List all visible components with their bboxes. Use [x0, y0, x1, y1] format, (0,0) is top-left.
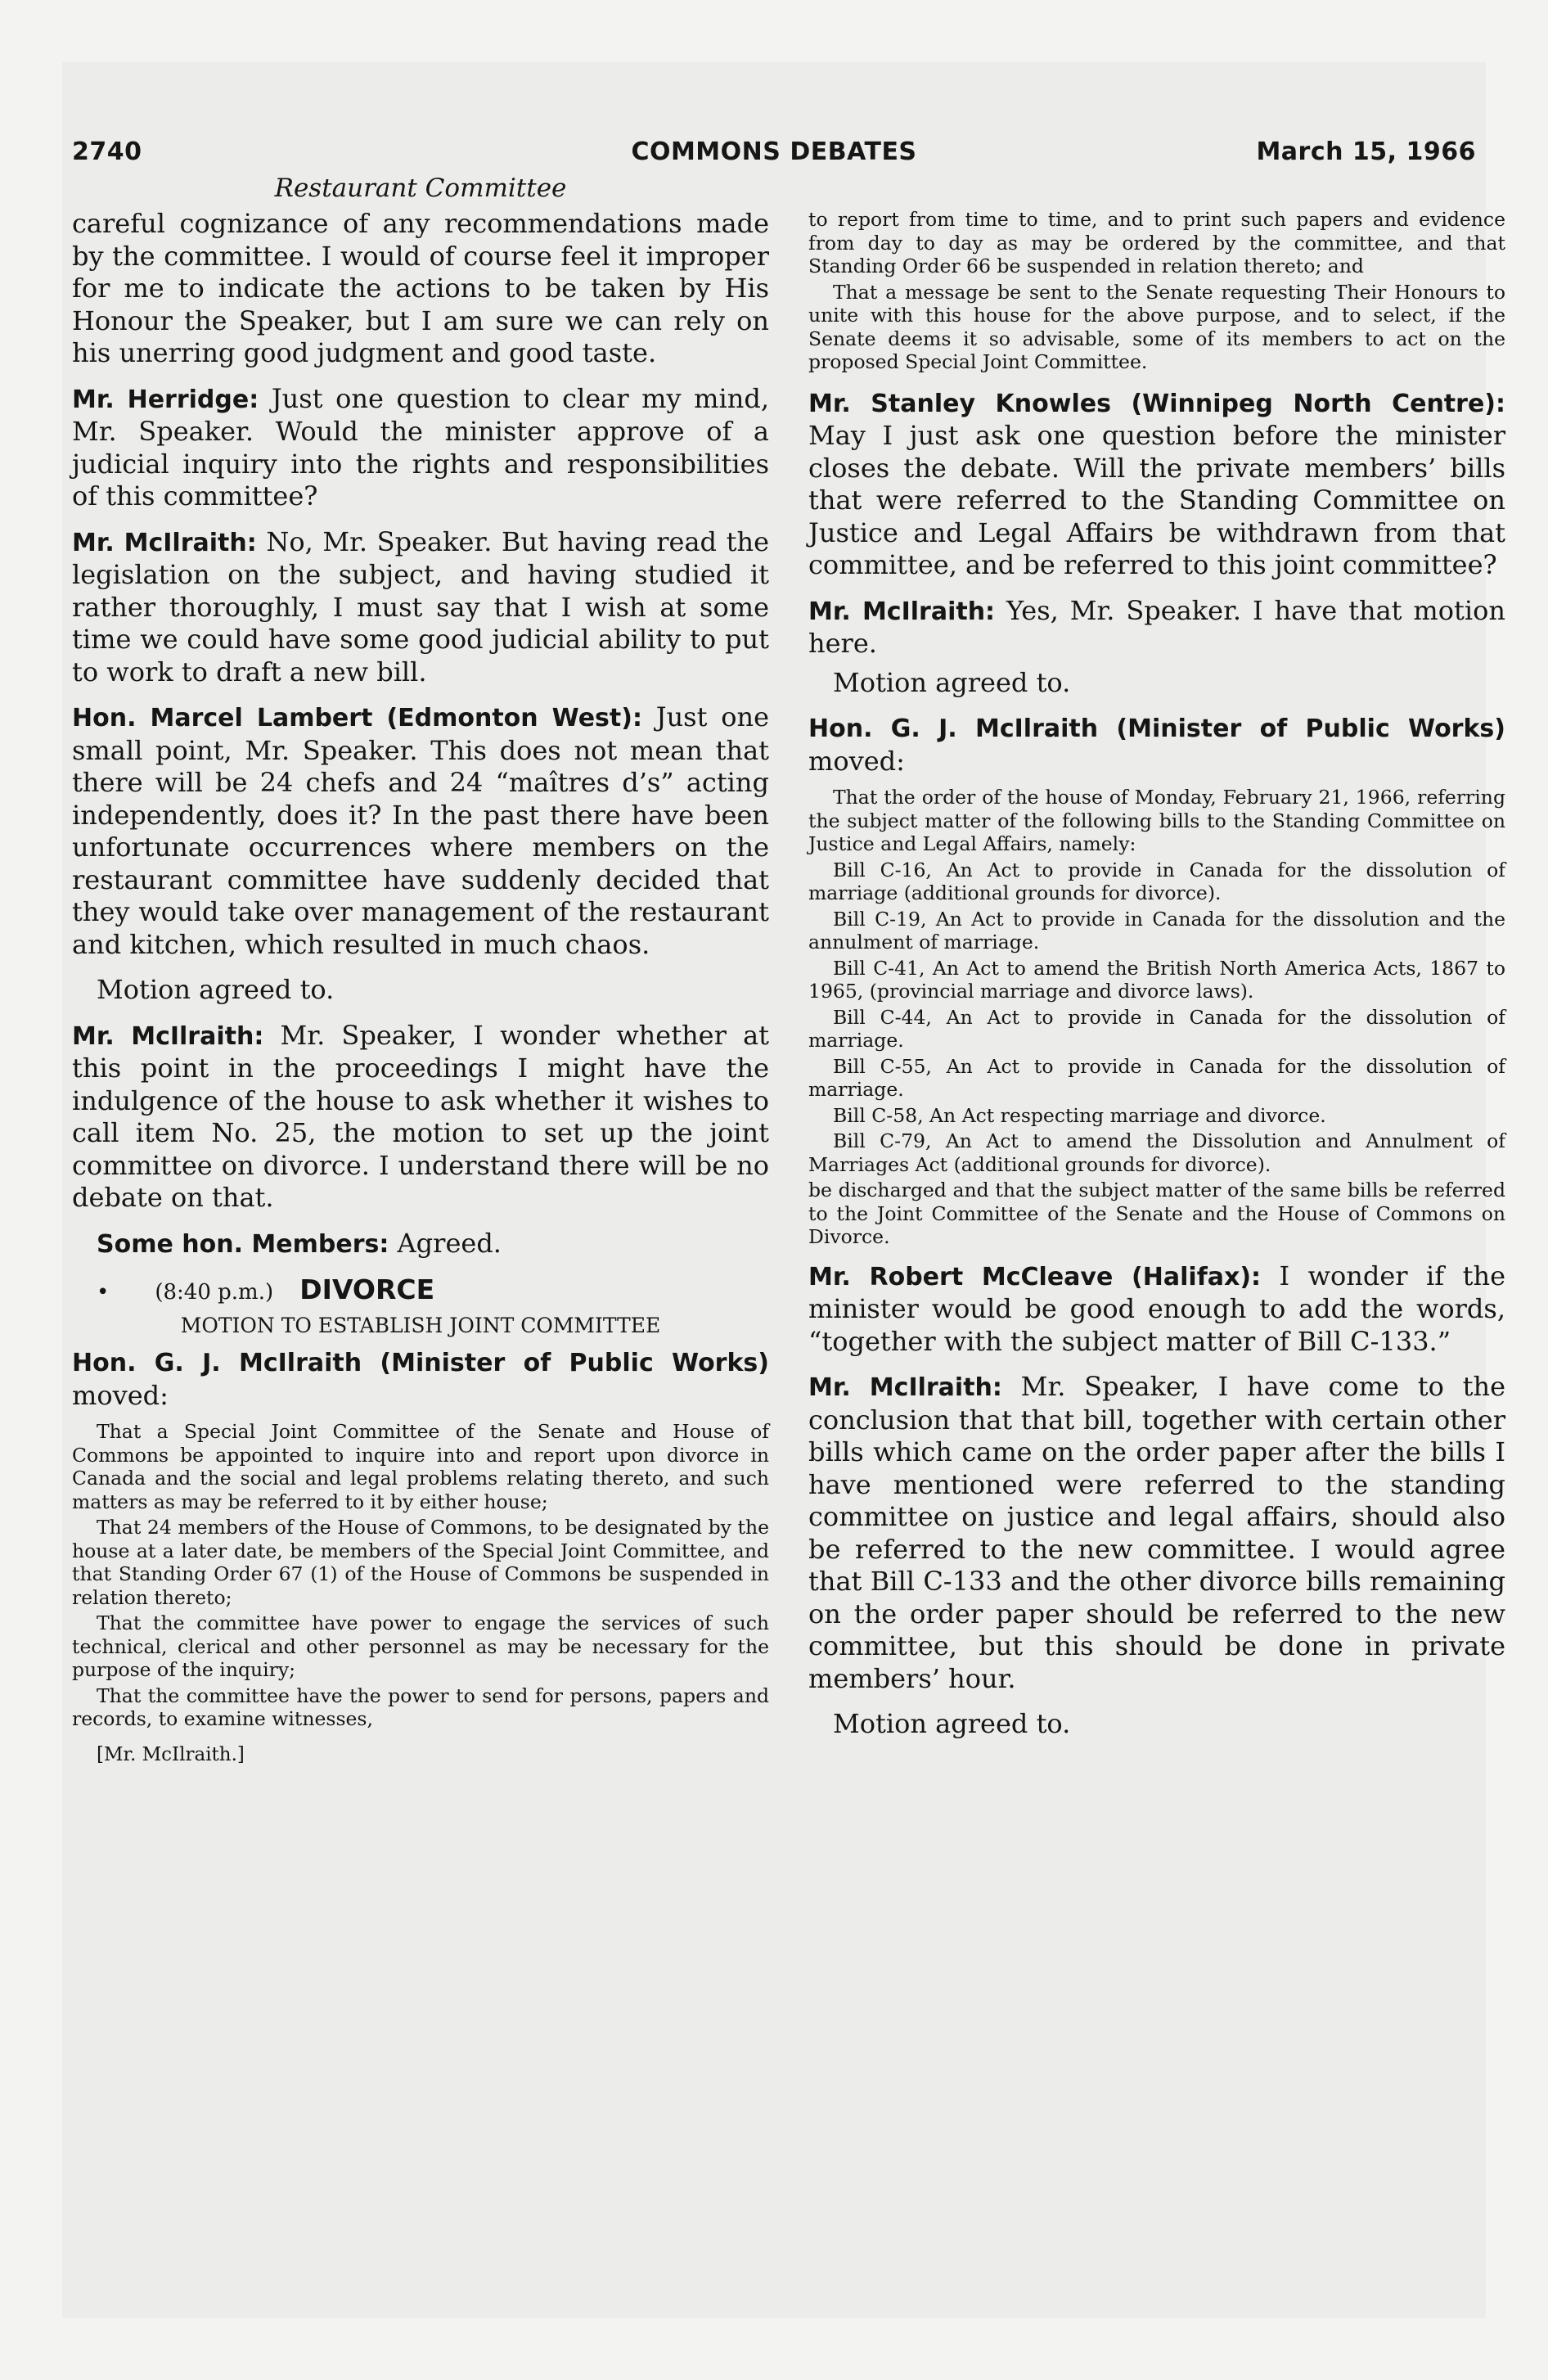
- section-subject: Restaurant Committee: [274, 174, 567, 203]
- speech-text: Agreed.: [397, 1227, 502, 1259]
- speech: [72, 1228, 769, 1261]
- speech: [808, 1371, 1505, 1695]
- speaker-name: Mr. McIlraith:: [72, 1021, 264, 1051]
- bullet-icon: •: [97, 1280, 110, 1305]
- speaker-name: Hon. Marcel Lambert (Edmonton West):: [72, 704, 642, 732]
- bill-item: Bill C-41, An Act to amend the British North America Acts, 1867 to 1965, (provincial marriage and divorce laws).: [808, 956, 1505, 1003]
- page-number: 2740: [72, 137, 142, 166]
- speaker-name: Some hon. Members:: [97, 1229, 389, 1259]
- page-header: [72, 137, 1476, 170]
- speech: [72, 1020, 769, 1215]
- speaker-name: Hon. G. J. McIlraith (Minister of Public Works): [72, 1349, 769, 1377]
- speaker-name: Hon. G. J. McIlraith (Minister of Public Works): [808, 714, 1505, 743]
- speaker-name: Mr. McIlraith:: [808, 1373, 1002, 1402]
- motion-result: Motion agreed to.: [97, 974, 335, 1005]
- publication-title: COMMONS DEBATES: [631, 137, 917, 166]
- speech-text: Just one question to clear my mind, Mr. Speaker. Would the minister approve of a judicial inquiry into the rights and responsibilities of this committee?: [72, 382, 770, 512]
- paragraph: careful cognizance of any recommendations made by the committee. I would of course feel it improper for me to indicate the actions to be taken by His Honour the Speaker, but I am sure we can rely on his unerring good judgment and good taste.: [72, 208, 769, 368]
- bill-item: Bill C-58, An Act respecting marriage and divorce.: [833, 1103, 1326, 1127]
- speech-text: May I just ask one question before the minister closes the debate. Will the private members’ bills that were referred to the Standing Committee on Justice and Legal Affairs be withdrawn from that committee, and be referred to this joint committee?: [808, 420, 1505, 580]
- bill-item: Bill C-44, An Act to provide in Canada for the dissolution of marriage.: [808, 1005, 1505, 1052]
- speech-text: Just one small point, Mr. Speaker. This does not mean that there will be 24 chefs and 24 “maîtres d’s” acting independently, does it? In the past there have been unfortunate occurrences where members on the restaurant committee have suddenly decided that they would take over management of the restaurant and kitchen, which resulted in much chaos.: [72, 701, 770, 960]
- speech: [72, 383, 769, 513]
- speaker-name: Mr. McIlraith:: [72, 528, 257, 557]
- section-subheading: MOTION TO ESTABLISH JOINT COMMITTEE: [180, 1314, 661, 1337]
- left-column: [72, 208, 769, 1767]
- speech: [808, 595, 1505, 660]
- speech: [808, 1260, 1505, 1359]
- section-heading-row: [72, 1273, 769, 1309]
- speaker-signature: [Mr. McIlraith.]: [97, 1743, 245, 1765]
- bill-item: Bill C-19, An Act to provide in Canada for the dissolution and the annulment of marriage.: [808, 907, 1505, 953]
- speech-text: No, Mr. Speaker. But having read the legislation on the subject, and having studied it rather thoroughly, I must say that I wish at some time we could have some good judicial ability to put to work to draft a new bill.: [72, 525, 770, 687]
- speech-text: moved:: [72, 1379, 169, 1411]
- speaker-name: Mr. Robert McCleave (Halifax):: [808, 1262, 1262, 1291]
- speech-text: I wonder if the minister would be good enough to add the words, “together with the subject matter of Bill C-133.”: [808, 1260, 1506, 1357]
- motion-result: Motion agreed to.: [833, 1708, 1071, 1739]
- motion-clause: That the order of the house of Monday, February 21, 1966, referring the subject matter of the following bills to the Standing Committee on Justice and Legal Affairs, namely:: [808, 786, 1505, 855]
- bill-item: Bill C-79, An Act to amend the Dissolution and Annulment of Marriages Act (additional grounds for divorce).: [808, 1129, 1505, 1176]
- motion-clause: That a message be sent to the Senate requesting Their Honours to unite with this house for the above purpose, and to select, if the Senate deems it so advisable, some of its members to act on the proposed Special Joint Committee.: [808, 280, 1505, 373]
- time-stamp: (8:40 p.m.): [155, 1280, 274, 1305]
- speech-text: moved:: [808, 745, 905, 777]
- motion-clause: That the committee have power to engage the services of such technical, clerical and other personnel as may be necessary for the purpose of the inquiry;: [72, 1611, 769, 1681]
- motion-clause: That 24 members of the House of Commons, to be designated by the house at a later date, be members of the Special Joint Committee, and that Standing Order 67 (1) of the House of Commons be suspended in relation thereto;: [72, 1516, 769, 1609]
- right-column: [808, 208, 1505, 1754]
- issue-date: March 15, 1966: [1256, 137, 1476, 166]
- speech: [72, 526, 769, 689]
- bill-item: Bill C-55, An Act to provide in Canada for the dissolution of marriage.: [808, 1054, 1505, 1101]
- speaker-name: Mr. Stanley Knowles (Winnipeg North Centre):: [808, 389, 1505, 418]
- motion-result: Motion agreed to.: [833, 666, 1071, 698]
- section-heading: DIVORCE: [299, 1273, 435, 1305]
- speaker-name: Mr. McIlraith:: [808, 597, 996, 626]
- speech: [808, 387, 1505, 582]
- speech-text: Yes, Mr. Speaker. I have that motion here.: [808, 594, 1506, 659]
- speech: [72, 1346, 769, 1412]
- motion-clause: That the committee have the power to send for persons, papers and records, to examine witnesses,: [72, 1684, 769, 1730]
- bill-item: Bill C-16, An Act to provide in Canada for the dissolution of marriage (additional grounds for divorce).: [808, 858, 1505, 904]
- motion-clause: to report from time to time, and to print such papers and evidence from day to day as may be ordered by the committee, and that Standing Order 66 be suspended in relation thereto; and: [808, 208, 1505, 277]
- motion-clause: That a Special Joint Committee of the Senate and House of Commons be appointed to inquire into and report upon divorce in Canada and the social and legal problems relating thereto, and such matters as may be referred to it by either house;: [72, 1420, 769, 1513]
- speech-text: Mr. Speaker, I wonder whether at this point in the proceedings I might have the indulgence of the house to ask whether it wishes to call item No. 25, the motion to set up the joint committee on divorce. I understand there will be no debate on that.: [72, 1019, 770, 1213]
- speech-text: Mr. Speaker, I have come to the conclusion that that bill, together with certain other bills which came on the order paper after the bills I have mentioned were referred to the standing committee on justice and legal affairs, should also be referred to the new committee. I would agree that Bill C-133 and the other divorce bills remaining on the order paper should be referred to the new committee, but this should be done in private members’ hour.: [808, 1371, 1506, 1694]
- motion-clause: be discharged and that the subject matter of the same bills be referred to the Joint Committee of the Senate and the House of Commons on Divorce.: [808, 1179, 1505, 1248]
- speech: [72, 701, 769, 961]
- speech: [808, 712, 1505, 778]
- speaker-name: Mr. Herridge:: [72, 385, 259, 414]
